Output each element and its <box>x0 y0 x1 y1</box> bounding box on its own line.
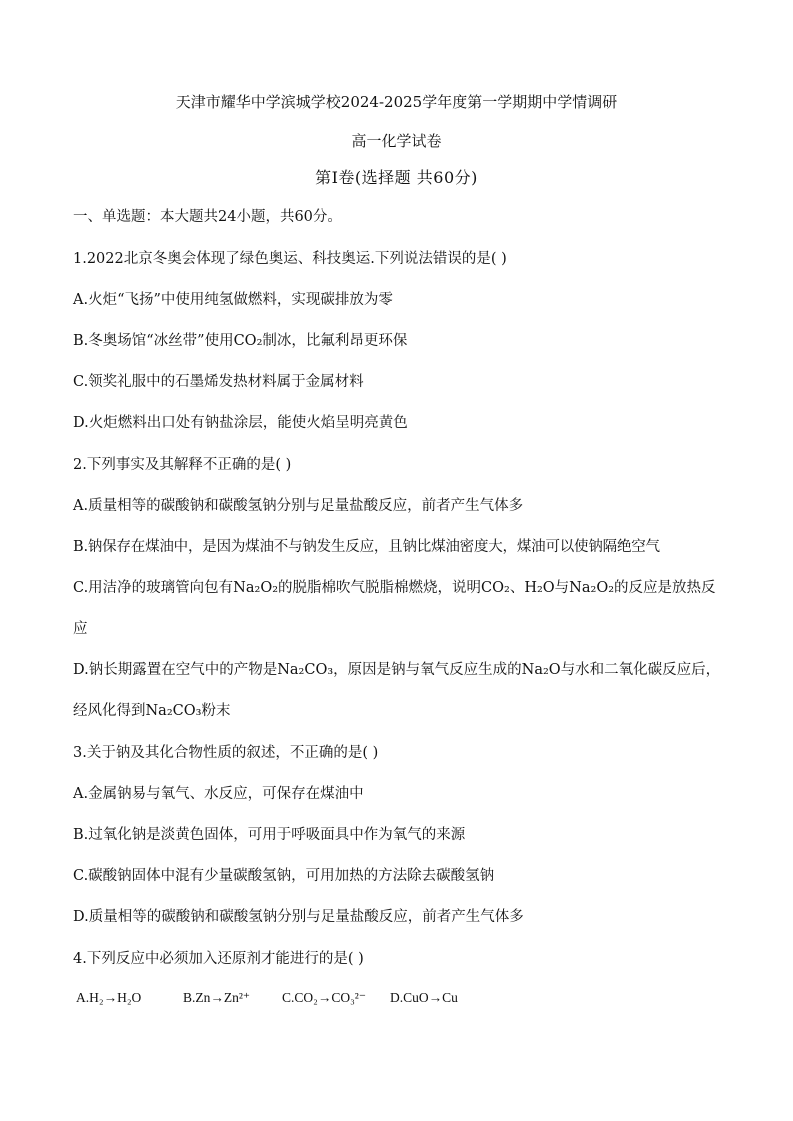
question-3-option-b: B.过氧化钠是淡黄色固体，可用于呼吸面具中作为氧气的来源 <box>73 827 466 843</box>
question-1-option-c: C.领奖礼服中的石墨烯发热材料属于金属材料 <box>73 374 364 390</box>
question-4-options <box>76 990 458 1006</box>
exam-title: 高一化学试卷 <box>351 132 442 150</box>
question-3-option-c: C.碳酸钠固体中混有少量碳酸氢钠，可用加热的方法除去碳酸氢钠 <box>73 868 495 884</box>
question-1-option-b: B.冬奥场馆“冰丝带”使用CO₂制冰，比氟利昂更环保 <box>73 333 408 349</box>
question-3-option-a: A.金属钠易与氧气、水反应，可保存在煤油中 <box>73 786 364 802</box>
question-4-option-c: C.CO₂→CO₃²⁻ <box>282 990 366 1005</box>
question-4-option-d: D.CuO→Cu <box>390 990 458 1005</box>
school-title: 天津市耀华中学滨城学校2024-2025学年度第一学期期中学情调研 <box>175 93 618 111</box>
section-heading: 一、单选题：本大题共24小题，共60分。 <box>73 209 342 225</box>
question-3-option-d: D.质量相等的碳酸钠和碳酸氢钠分别与足量盐酸反应，前者产生气体多 <box>73 909 524 925</box>
question-2-stem: 2.下列事实及其解释不正确的是( ) <box>73 457 292 473</box>
question-2-option-d: D.钠长期露置在空气中的产物是Na₂CO₃，原因是钠与氧气反应生成的Na₂O与水和二氧化碳反应后，经风化得到Na₂CO₃粉末 <box>73 662 721 719</box>
question-3-stem: 3.关于钠及其化合物性质的叙述，不正确的是( ) <box>73 745 379 761</box>
question-1-option-a: A.火炬“飞扬”中使用纯氢做燃料，实现碳排放为零 <box>73 292 393 308</box>
question-1-option-d: D.火炬燃料出口处有钠盐涂层，能使火焰呈明亮黄色 <box>73 415 408 431</box>
question-2-option-a: A.质量相等的碳酸钠和碳酸氢钠分别与足量盐酸反应，前者产生气体多 <box>73 498 524 514</box>
question-2-option-c: C.用洁净的玻璃管向包有Na₂O₂的脱脂棉吹气脱脂棉燃烧，说明CO₂、H₂O与Na₂O₂的反应是放热反应 <box>73 580 716 637</box>
question-4-stem: 4.下列反应中必须加入还原剂才能进行的是( ) <box>73 951 364 967</box>
question-1-stem: 1.2022北京冬奥会体现了绿色奥运、科技奥运.下列说法错误的是( ) <box>73 251 507 267</box>
question-4-option-b: B.Zn→Zn²⁺ <box>183 990 251 1005</box>
question-2-option-b: B.钠保存在煤油中，是因为煤油不与钠发生反应，且钠比煤油密度大，煤油可以使钠隔绝空气 <box>73 539 660 555</box>
volume-title: 第Ⅰ卷(选择题 共60分) <box>315 168 478 187</box>
question-4-option-a: A.H₂→H₂O <box>76 990 142 1005</box>
